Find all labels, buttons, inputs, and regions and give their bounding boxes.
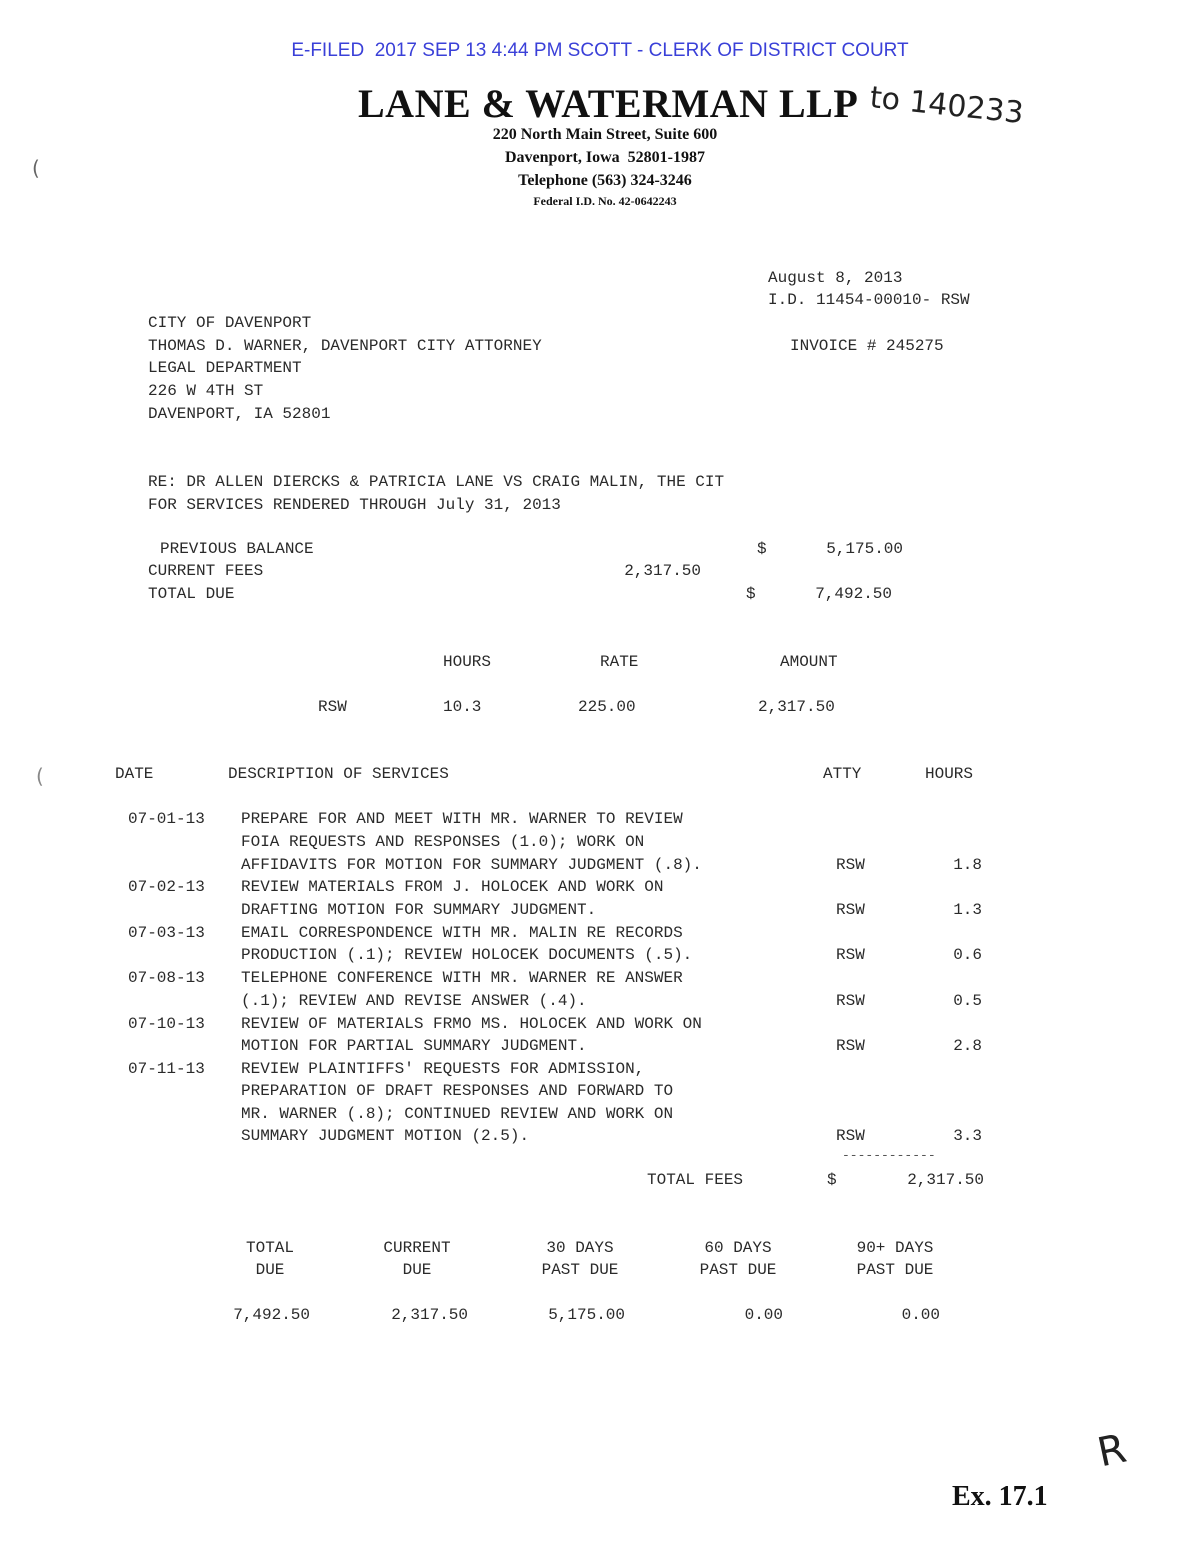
aging-header: DUE	[255, 1261, 285, 1279]
entry-description-line: SUMMARY JUDGMENT MOTION (2.5).	[241, 1127, 530, 1145]
currency-symbol: $	[827, 1171, 837, 1189]
client-line: 226 W 4TH ST	[148, 382, 264, 400]
aging-header: 30 DAYS	[546, 1239, 614, 1257]
summary-atty: RSW	[318, 698, 347, 716]
services-header-hours: HOURS	[925, 765, 974, 783]
services-header-description: DESCRIPTION OF SERVICES	[228, 765, 449, 783]
efiled-stamp: E-FILED 2017 SEP 13 4:44 PM SCOTT - CLERK OF DISTRICT COURT	[291, 40, 909, 61]
entry-date: 07-08-13	[128, 969, 205, 987]
client-line: CITY OF DAVENPORT	[148, 314, 312, 332]
total-due-amount: 7,492.50	[815, 585, 892, 603]
firm-phone: Telephone (563) 324-3246	[518, 172, 692, 189]
entry-description-line: PREPARATION OF DRAFT RESPONSES AND FORWARD TO	[241, 1082, 674, 1100]
aging-header: 60 DAYS	[704, 1239, 772, 1257]
entry-description-line: AFFIDAVITS FOR MOTION FOR SUMMARY JUDGMENT (.8).	[241, 856, 702, 874]
total-separator: ------------	[842, 1148, 936, 1163]
entry-atty: RSW	[836, 901, 865, 919]
entry-hours: 2.8	[953, 1037, 982, 1055]
summary-rate: 225.00	[578, 698, 636, 716]
total-fees-amount: 2,317.50	[907, 1171, 984, 1189]
aging-value: 0.00	[744, 1306, 783, 1324]
aging-header: PAST DUE	[699, 1261, 777, 1279]
firm-name: LANE & WATERMAN LLP	[358, 81, 859, 126]
entry-hours: 1.3	[953, 901, 982, 919]
entry-description-line: PRODUCTION (.1); REVIEW HOLOCEK DOCUMENTS (.5).	[241, 946, 693, 964]
aging-header: PAST DUE	[856, 1261, 934, 1279]
handwritten-note: to 140233	[868, 80, 1026, 132]
entry-atty: RSW	[836, 946, 865, 964]
services-through: FOR SERVICES RENDERED THROUGH July 31, 2013	[148, 496, 561, 514]
summary-header-rate: RATE	[600, 653, 639, 671]
aging-value: 0.00	[901, 1306, 940, 1324]
aging-header: 90+ DAYS	[856, 1239, 934, 1257]
margin-mark: (	[32, 156, 40, 180]
entry-description-line: FOIA REQUESTS AND RESPONSES (1.0); WORK ON	[241, 833, 645, 851]
currency-symbol: $	[757, 540, 767, 558]
exhibit-label: Ex. 17.1	[952, 1481, 1048, 1512]
previous-balance-label: PREVIOUS BALANCE	[160, 540, 314, 558]
entry-atty: RSW	[836, 856, 865, 874]
aging-header: CURRENT	[383, 1239, 451, 1257]
total-fees-label: TOTAL FEES	[647, 1171, 744, 1189]
entry-description-line: DRAFTING MOTION FOR SUMMARY JUDGMENT.	[241, 901, 597, 919]
summary-amount: 2,317.50	[758, 698, 835, 716]
total-due-label: TOTAL DUE	[148, 585, 235, 603]
firm-federal-id: Federal I.D. No. 42-0642243	[533, 194, 677, 208]
aging-value: 2,317.50	[391, 1306, 468, 1324]
entry-description-line: REVIEW OF MATERIALS FRMO MS. HOLOCEK AND WORK ON	[241, 1015, 702, 1033]
firm-city: Davenport, Iowa 52801-1987	[505, 149, 705, 166]
aging-value: 5,175.00	[548, 1306, 625, 1324]
client-line: LEGAL DEPARTMENT	[148, 359, 302, 377]
entry-description-line: REVIEW MATERIALS FROM J. HOLOCEK AND WORK ON	[241, 878, 664, 896]
summary-header-hours: HOURS	[443, 653, 492, 671]
current-fees-amount: 2,317.50	[624, 562, 701, 580]
entry-atty: RSW	[836, 992, 865, 1010]
margin-mark: (	[36, 764, 44, 788]
entry-atty: RSW	[836, 1037, 865, 1055]
entry-date: 07-10-13	[128, 1015, 205, 1033]
handwritten-initial: R	[1093, 1425, 1131, 1477]
entry-hours: 1.8	[953, 856, 982, 874]
services-header-date: DATE	[115, 765, 154, 783]
entry-atty: RSW	[836, 1127, 865, 1145]
entry-date: 07-01-13	[128, 810, 205, 828]
aging-header: DUE	[402, 1261, 432, 1279]
entry-description-line: PREPARE FOR AND MEET WITH MR. WARNER TO REVIEW	[241, 810, 683, 828]
entry-date: 07-11-13	[128, 1060, 205, 1078]
currency-symbol: $	[746, 585, 756, 603]
invoice-date: August 8, 2013	[768, 269, 903, 287]
entry-description-line: MOTION FOR PARTIAL SUMMARY JUDGMENT.	[241, 1037, 587, 1055]
entry-description-line: (.1); REVIEW AND REVISE ANSWER (.4).	[241, 992, 587, 1010]
client-line: THOMAS D. WARNER, DAVENPORT CITY ATTORNEY	[148, 337, 542, 355]
entry-hours: 0.6	[953, 946, 982, 964]
entry-description-line: REVIEW PLAINTIFFS' REQUESTS FOR ADMISSION,	[241, 1060, 645, 1078]
summary-hours: 10.3	[443, 698, 482, 716]
entry-description-line: MR. WARNER (.8); CONTINUED REVIEW AND WORK ON	[241, 1105, 674, 1123]
entry-hours: 0.5	[953, 992, 982, 1010]
previous-balance-amount: 5,175.00	[826, 540, 903, 558]
firm-address: 220 North Main Street, Suite 600	[492, 126, 718, 143]
entry-date: 07-02-13	[128, 878, 205, 896]
entry-hours: 3.3	[953, 1127, 982, 1145]
services-header-atty: ATTY	[823, 765, 862, 783]
client-line: DAVENPORT, IA 52801	[148, 405, 331, 423]
aging-value: 7,492.50	[233, 1306, 310, 1324]
entry-date: 07-03-13	[128, 924, 205, 942]
summary-header-amount: AMOUNT	[780, 653, 838, 671]
re-line: RE: DR ALLEN DIERCKS & PATRICIA LANE VS CRAIG MALIN, THE CIT	[148, 473, 725, 491]
aging-header: TOTAL	[245, 1239, 294, 1257]
entry-description-line: EMAIL CORRESPONDENCE WITH MR. MALIN RE RECORDS	[241, 924, 683, 942]
entry-description-line: TELEPHONE CONFERENCE WITH MR. WARNER RE ANSWER	[241, 969, 683, 987]
invoice-id: I.D. 11454-00010- RSW	[768, 291, 970, 309]
aging-header: PAST DUE	[541, 1261, 619, 1279]
current-fees-label: CURRENT FEES	[148, 562, 264, 580]
invoice-number: INVOICE # 245275	[790, 337, 944, 355]
